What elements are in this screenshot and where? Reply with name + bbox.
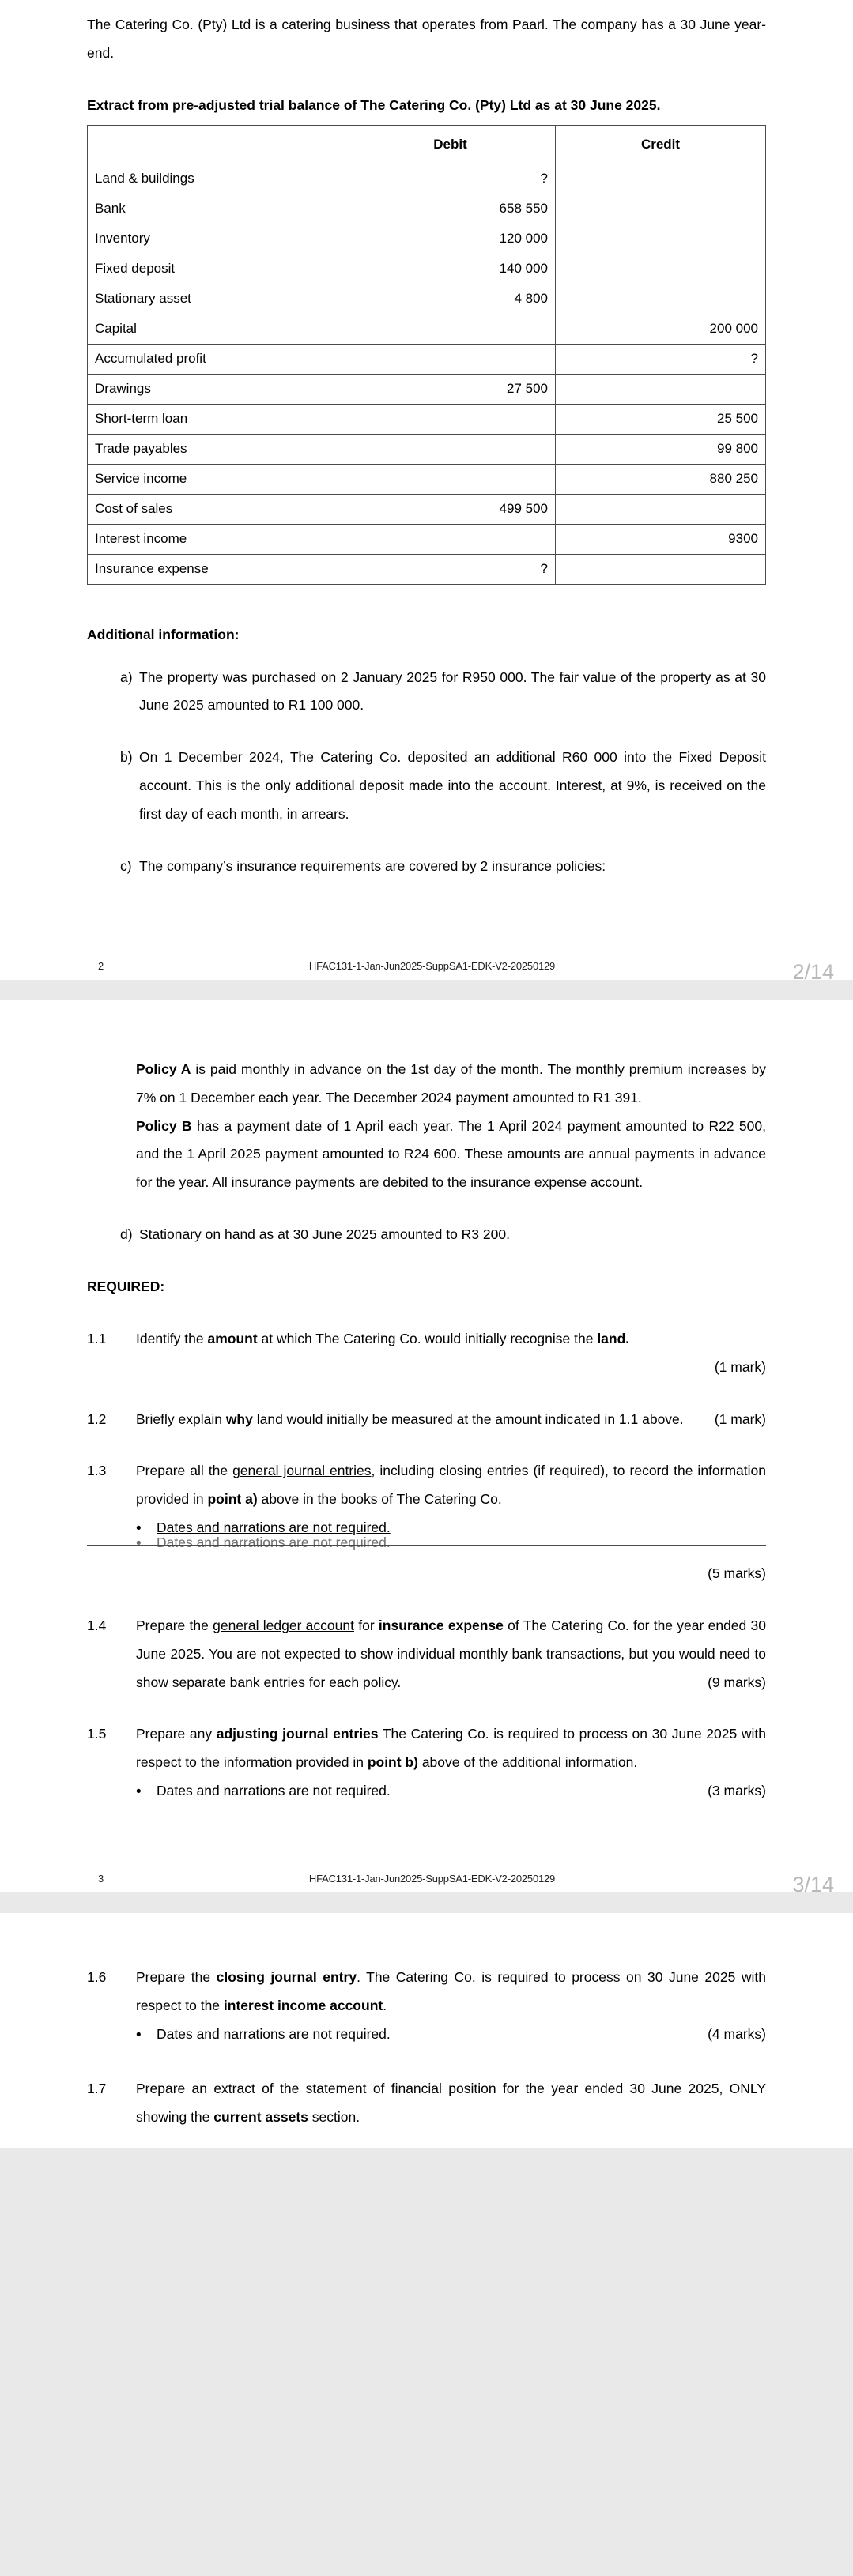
table-cell-debit xyxy=(345,404,556,434)
table-cell-debit: 4 800 xyxy=(345,284,556,314)
question-number-1-7: 1.7 xyxy=(87,2080,107,2096)
footer-doc-id: HFAC131-1-Jan-Jun2025-SuppSA1-EDK-V2-20250129 xyxy=(308,1873,556,1885)
item-marker-c: c) xyxy=(120,857,132,874)
table-cell-account-name: Capital xyxy=(88,314,345,344)
table-cell-credit xyxy=(556,194,766,224)
additional-info-item-a xyxy=(87,664,766,721)
table-cell-account-name: Cost of sales xyxy=(88,494,345,524)
question-1-4 xyxy=(87,1612,766,1697)
table-header-debit: Debit xyxy=(345,125,556,164)
question-1-3 xyxy=(87,1457,766,1514)
table-cell-debit: 120 000 xyxy=(345,224,556,254)
table-cell-credit: ? xyxy=(556,344,766,374)
bullet-text-1-5: Dates and narrations are not required. xyxy=(157,1783,391,1799)
policy-a-paragraph xyxy=(136,1056,766,1113)
question-1-5 xyxy=(87,1720,766,1777)
policy-b-paragraph xyxy=(136,1113,766,1198)
table-header-credit: Credit xyxy=(556,125,766,164)
table-cell-credit xyxy=(556,254,766,284)
table-row xyxy=(88,164,766,194)
bullet-dot-icon: • xyxy=(136,1783,142,1801)
bullet-text-1-6: Dates and narrations are not required. xyxy=(157,2025,391,2042)
table-cell-account-name: Interest income xyxy=(88,524,345,554)
page-3-footer xyxy=(87,1870,766,1885)
table-cell-credit xyxy=(556,164,766,194)
table-cell-credit: 25 500 xyxy=(556,404,766,434)
item-marker-b: b) xyxy=(120,749,133,766)
footer-doc-id: HFAC131-1-Jan-Jun2025-SuppSA1-EDK-V2-20250129 xyxy=(308,959,556,972)
bullet-1-5 xyxy=(87,1777,766,1808)
table-cell-credit xyxy=(556,494,766,524)
table-cell-account-name: Fixed deposit xyxy=(88,254,345,284)
bullet-dot-icon: • xyxy=(136,2026,142,2043)
table-cell-debit: 499 500 xyxy=(345,494,556,524)
marks-1-3: (5 marks) xyxy=(708,1565,766,1581)
page-indicator-3: 3/14 xyxy=(792,1873,834,1897)
table-row xyxy=(88,404,766,434)
question-text-1-3: Prepare all the general journal entries, including closing entries (if required), to record the information provided in point a) above in the books of The Catering Co. xyxy=(136,1463,767,1508)
table-cell-account-name: Trade payables xyxy=(88,434,345,464)
page-3 xyxy=(0,1000,853,1897)
table-cell-account-name: Short-term loan xyxy=(88,404,345,434)
item-text-a: The property was purchased on 2 January 2025 for R950 000. The fair value of the property as at 30 June 2025 amounted to R1 100 000. xyxy=(139,668,766,714)
question-text-1-1: Identify the amount at which The Catering Co. would initially recognise the land. xyxy=(136,1330,630,1346)
item-text-c: The company’s insurance requirements are covered by 2 insurance policies: xyxy=(139,857,606,874)
question-number-1-6: 1.6 xyxy=(87,1969,107,1986)
question-number-1-2: 1.2 xyxy=(87,1410,107,1427)
additional-information-heading: Additional information: xyxy=(87,626,240,642)
item-marker-d: d) xyxy=(120,1226,133,1243)
table-cell-debit: ? xyxy=(345,554,556,584)
question-text-1-7: Prepare an extract of the statement of financial position for the year ended 30 June 2025, ONLY showing the current assets section. xyxy=(136,2080,766,2125)
marks-1-5: (3 marks) xyxy=(708,1783,766,1799)
bullet-1-3-render-artifact xyxy=(87,1529,766,1560)
table-row xyxy=(88,314,766,344)
item-text-b: On 1 December 2024, The Catering Co. deposited an additional R60 000 into the Fixed Deposit account. This is the only additional deposit made into the account. Interest, at 9%, is received on the first day of each month, in arrears. xyxy=(139,749,766,822)
table-cell-account-name: Land & buildings xyxy=(88,164,345,194)
bullet-dot-icon: • xyxy=(136,1520,142,1538)
additional-info-item-d xyxy=(87,1221,766,1249)
table-row xyxy=(88,344,766,374)
table-cell-debit xyxy=(345,524,556,554)
table-cell-debit: 27 500 xyxy=(345,374,556,404)
additional-info-item-c xyxy=(87,853,766,881)
question-1-7 xyxy=(87,2075,766,2132)
table-cell-debit xyxy=(345,314,556,344)
table-cell-debit: ? xyxy=(345,164,556,194)
item-marker-a: a) xyxy=(120,668,133,685)
page-4 xyxy=(0,1913,853,2147)
footer-page-number: 2 xyxy=(98,959,104,972)
table-row xyxy=(88,464,766,494)
page-separator-1 xyxy=(0,980,853,1000)
table-cell-credit xyxy=(556,284,766,314)
table-row xyxy=(88,284,766,314)
table-row xyxy=(88,554,766,584)
table-row xyxy=(88,194,766,224)
table-cell-debit: 140 000 xyxy=(345,254,556,284)
bullet-1-6 xyxy=(87,2021,766,2051)
table-row xyxy=(88,374,766,404)
table-cell-credit: 880 250 xyxy=(556,464,766,494)
table-cell-debit: 658 550 xyxy=(345,194,556,224)
marks-1-1: (1 mark) xyxy=(714,1358,766,1375)
table-cell-account-name: Service income xyxy=(88,464,345,494)
question-text-1-5: Prepare any adjusting journal entries The Catering Co. is required to process on 30 June 2025 with respect to the information provided in point b) above of the additional information. xyxy=(136,1726,766,1771)
table-cell-credit: 200 000 xyxy=(556,314,766,344)
question-text-1-6: Prepare the closing journal entry. The Catering Co. is required to process on 30 June 2025 with respect to the interest income account. xyxy=(136,1969,766,2013)
trial-balance-body xyxy=(88,164,766,584)
question-text-1-4: Prepare the general ledger account for insurance expense of The Catering Co. for the year ended 30 June 2025. You are not expected to show individual monthly bank transactions, but you would need to show separate bank entries for each policy. xyxy=(136,1617,767,1690)
table-cell-account-name: Inventory xyxy=(88,224,345,254)
item-text-d: Stationary on hand as at 30 June 2025 amounted to R3 200. xyxy=(139,1226,510,1243)
table-cell-account-name: Stationary asset xyxy=(88,284,345,314)
footer-page-number: 3 xyxy=(98,1873,104,1885)
question-number-1-3: 1.3 xyxy=(87,1463,107,1479)
trial-balance-heading: Extract from pre-adjusted trial balance of The Catering Co. (Pty) Ltd as at 30 June 2025. xyxy=(87,96,661,113)
required-heading: REQUIRED: xyxy=(87,1279,165,1294)
table-cell-credit xyxy=(556,554,766,584)
table-cell-account-name: Accumulated profit xyxy=(88,344,345,374)
marks-1-4: (9 marks) xyxy=(708,1674,766,1690)
question-1-1 xyxy=(87,1325,766,1354)
question-number-1-4: 1.4 xyxy=(87,1617,107,1633)
table-cell-debit xyxy=(345,464,556,494)
table-cell-account-name: Insurance expense xyxy=(88,554,345,584)
page-indicator-2: 2/14 xyxy=(792,959,834,984)
table-cell-account-name: Drawings xyxy=(88,374,345,404)
question-1-6 xyxy=(87,1964,766,2021)
table-cell-account-name: Bank xyxy=(88,194,345,224)
policy-b-label: Policy B xyxy=(136,1117,192,1134)
page-2 xyxy=(0,0,853,984)
table-row xyxy=(88,434,766,464)
question-1-2 xyxy=(87,1406,766,1434)
table-cell-credit: 9300 xyxy=(556,524,766,554)
bullet-text-1-3-ghost: Dates and narrations are not required. xyxy=(157,1535,391,1551)
trial-balance-table xyxy=(87,125,766,585)
table-row xyxy=(88,494,766,524)
table-cell-credit xyxy=(556,224,766,254)
policy-a-label: Policy A xyxy=(136,1060,191,1077)
table-row xyxy=(88,524,766,554)
question-number-1-5: 1.5 xyxy=(87,1726,107,1742)
table-cell-credit xyxy=(556,374,766,404)
table-row xyxy=(88,224,766,254)
marks-1-2: (1 mark) xyxy=(714,1410,766,1427)
page-2-footer xyxy=(87,957,766,972)
page-separator-2 xyxy=(0,1892,853,1913)
bullet-text-1-3: Dates and narrations are not required. xyxy=(157,1520,391,1536)
marks-1-6: (4 marks) xyxy=(708,2025,766,2042)
policy-a-text: is paid monthly in advance on the 1st day of the month. The monthly premium increases by 7% on 1 December each year. The December 2024 payment amounted to R1 391. xyxy=(136,1060,766,1105)
question-number-1-1: 1.1 xyxy=(87,1330,107,1346)
table-cell-debit xyxy=(345,434,556,464)
table-header-row xyxy=(88,125,766,164)
table-header-blank xyxy=(88,125,345,164)
question-text-1-2: Briefly explain why land would initially be measured at the amount indicated in 1.1 above. xyxy=(136,1410,684,1427)
table-row xyxy=(88,254,766,284)
table-cell-debit xyxy=(345,344,556,374)
intro-paragraph: The Catering Co. (Pty) Ltd is a catering business that operates from Paarl. The company has a 30 June year-end. xyxy=(87,17,766,61)
policy-b-text: has a payment date of 1 April each year. The 1 April 2024 payment amounted to R22 500, and the 1 April 2025 payment amounted to R24 600. These amounts are annual payments in advance for the year. All insurance payments are debited to the insurance expense account. xyxy=(136,1117,766,1191)
bullet-dot-icon-ghost: • xyxy=(136,1535,142,1553)
table-cell-credit: 99 800 xyxy=(556,434,766,464)
additional-info-item-b xyxy=(87,744,766,829)
